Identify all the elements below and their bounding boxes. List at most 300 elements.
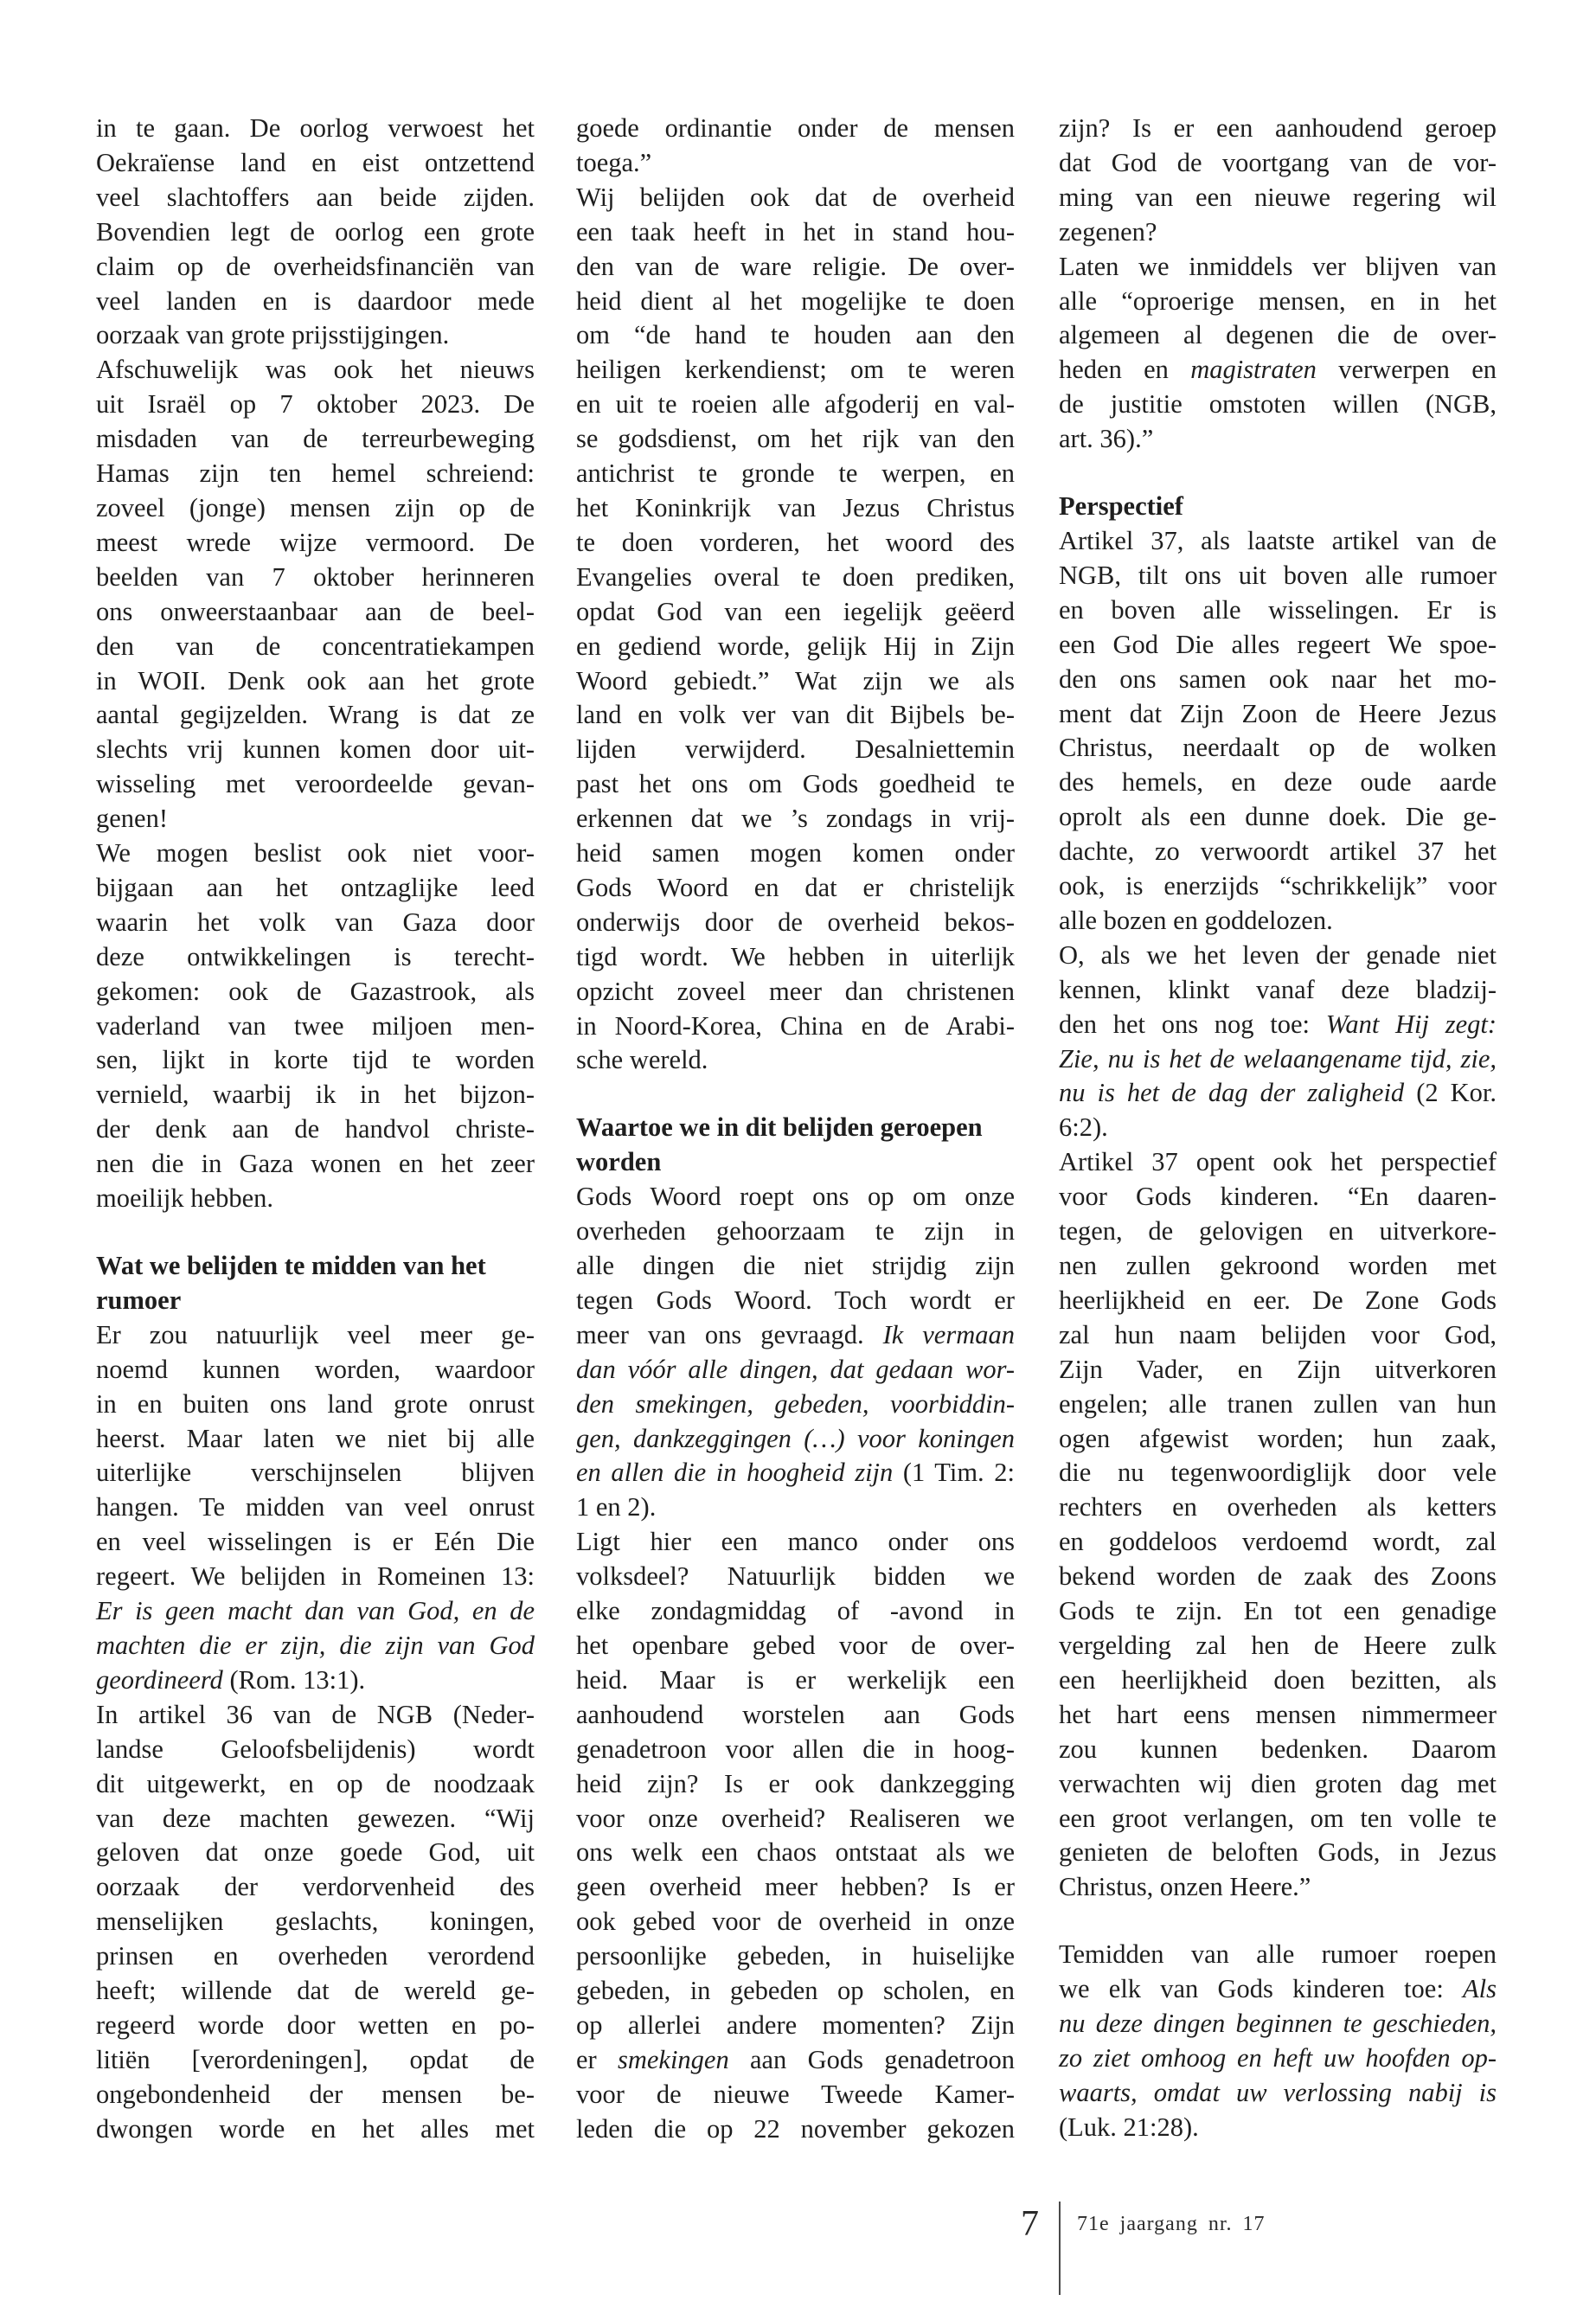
text-run: er: [576, 2044, 618, 2074]
text-run: beelden van 7 oktober herinneren: [96, 561, 535, 592]
paragraph: [1059, 939, 1497, 1145]
text-run: antichrist te gronde te werpen, en: [576, 458, 1015, 489]
text-run: art. 36).”: [1059, 424, 1154, 454]
text-column-1: [96, 112, 535, 2147]
text-line: [96, 1388, 535, 1422]
text-line: [576, 112, 1015, 146]
text-run: noemd kunnen worden, waardoor: [96, 1354, 535, 1384]
italic-text: nu is het de dag der zaligheid: [1059, 1078, 1405, 1108]
text-run: Ligt hier een manco onder ons: [576, 1527, 1015, 1557]
text-run: opdat God van een iegelijk geëerd: [576, 596, 1015, 626]
text-run: oorzaak der verdorvenheid des: [96, 1872, 535, 1902]
text-line: [1059, 388, 1497, 422]
text-run: Gods te zijn. En tot een genadige: [1059, 1596, 1497, 1626]
text-run: toega.”: [576, 147, 652, 177]
text-line: [1059, 835, 1497, 869]
text-line: [576, 318, 1015, 353]
text-run: voor Gods kinderen. “En daaren-: [1059, 1182, 1497, 1212]
italic-text: nu deze dingen beginnen te geschieden,: [1059, 2009, 1497, 2039]
text-line: [96, 1663, 535, 1698]
text-line: [1059, 1076, 1497, 1111]
italic-text: geordineerd: [96, 1664, 223, 1695]
text-run: ook gebed voor de overheid in onze: [576, 1907, 1015, 1937]
text-run: Evangelies overal te doen prediken,: [576, 561, 1015, 592]
italic-text: zo ziet omhoog en heft uw hoofden op-: [1059, 2042, 1497, 2073]
text-line: [1059, 353, 1497, 388]
text-line: [1059, 285, 1497, 319]
text-run: die nu tegenwoordiglijk door vele: [1059, 1458, 1497, 1488]
text-run: aanhoudend worstelen aan Gods: [576, 1699, 1015, 1729]
text-line: [96, 215, 535, 250]
text-run: alle dingen die niet strijdig zijn: [576, 1251, 1015, 1280]
text-line: [96, 664, 535, 699]
text-run: Christus, neerdaalt op de wolken: [1059, 733, 1497, 763]
text-line: [96, 1353, 535, 1388]
text-run: zoveel (jonge) mensen zijn op de: [96, 492, 535, 522]
text-line: [576, 1836, 1015, 1870]
text-run: deze ontwikkelingen is terecht-: [96, 941, 535, 971]
text-run: uit Israël op 7 oktober 2023. De: [96, 389, 535, 420]
text-run: Perspectief: [1059, 491, 1183, 522]
paragraph: [576, 1525, 1015, 2146]
text-run: genen!: [96, 804, 168, 834]
text-line: [576, 767, 1015, 802]
text-line: [96, 1318, 535, 1353]
paragraph: [576, 112, 1015, 181]
text-run: bekend worden de zaak des Zoons: [1059, 1561, 1497, 1592]
text-run: dit uitgewerkt, en op de noodzaak: [96, 1768, 535, 1798]
text-line: [96, 1870, 535, 1905]
text-run: ongebondenheid der mensen be-: [96, 2079, 535, 2109]
text-run: het hart eens mensen nimmermeer: [1059, 1699, 1497, 1729]
text-run: vernield, waarbij ik in het bijzon-: [96, 1080, 535, 1110]
text-line: [96, 2043, 535, 2078]
text-run: vergelding zal hen de Heere zulk: [1059, 1630, 1497, 1660]
text-run: vaderland van twee miljoen men-: [96, 1010, 535, 1041]
text-run: Er zou natuurlijk veel meer ge-: [96, 1319, 535, 1349]
text-run: Laten we inmiddels ver blijven van: [1059, 251, 1497, 281]
text-line: [96, 1422, 535, 1457]
text-line: [576, 1629, 1015, 1663]
text-section: [576, 1111, 1015, 2146]
text-line: [1059, 1663, 1497, 1698]
text-run: verwerpen en: [1316, 355, 1497, 385]
text-line: [96, 1147, 535, 1182]
paragraph: [96, 1698, 535, 2147]
text-line: [576, 975, 1015, 1009]
text-line: [576, 1353, 1015, 1388]
paragraph: [96, 112, 535, 353]
paragraph: [1059, 1938, 1497, 2144]
text-line: [96, 698, 535, 733]
text-run: heid zijn? Is er ook dankzegging: [576, 1768, 1015, 1798]
text-line: [1059, 800, 1497, 835]
text-line: [96, 457, 535, 491]
text-run: des hemels, en deze oude aarde: [1059, 767, 1497, 798]
text-run: prinsen en overheden verordend: [96, 1941, 535, 1971]
italic-text: Als: [1463, 1974, 1497, 2004]
text-run: alle bozen en goddelozen.: [1059, 905, 1333, 935]
text-line: [96, 733, 535, 767]
text-line: [1059, 1525, 1497, 1560]
text-run: ment dat Zijn Zoon de Heere Jezus: [1059, 698, 1497, 728]
text-line: [1059, 146, 1497, 181]
text-line: [1059, 1042, 1497, 1077]
text-line: [576, 1111, 1015, 1145]
text-run: onderwijs door de overheid bekos-: [576, 907, 1015, 937]
text-run: rumoer: [96, 1285, 182, 1315]
text-line: [1059, 1145, 1497, 1180]
italic-text: dan vóór alle dingen, dat gedaan wor-: [576, 1354, 1015, 1384]
italic-text: waarts, omdat uw verlossing nabij is: [1059, 2077, 1497, 2107]
text-run: land en volk ver van dit Bijbels be-: [576, 700, 1015, 730]
text-line: [1059, 524, 1497, 559]
text-section: [1059, 112, 1497, 457]
text-line: [576, 1318, 1015, 1353]
text-run: worden: [576, 1147, 662, 1177]
text-line: [1059, 215, 1497, 250]
text-run: oorzaak van grote prijsstijgingen.: [96, 320, 450, 350]
text-run: heerlijkheid en eer. De Zone Gods: [1059, 1285, 1497, 1315]
text-line: [576, 630, 1015, 664]
text-line: [1059, 1560, 1497, 1594]
text-line: [96, 1733, 535, 1767]
paragraph: [96, 353, 535, 836]
text-line: [576, 285, 1015, 319]
text-run: opzicht zoveel meer dan christenen: [576, 976, 1015, 1006]
text-run: 1 en 2).: [576, 1492, 657, 1522]
paragraph: [1059, 250, 1497, 457]
text-line: [576, 1456, 1015, 1490]
text-run: te doen vorderen, het woord des: [576, 527, 1015, 557]
text-run: in en buiten ons land grote onrust: [96, 1388, 535, 1419]
text-line: [576, 1043, 1015, 1078]
text-line: [96, 1560, 535, 1594]
text-line: [576, 871, 1015, 906]
text-run: den van de ware religie. De over-: [576, 251, 1015, 281]
text-run: we elk van Gods kinderen toe:: [1059, 1974, 1464, 2004]
text-line: [576, 561, 1015, 595]
text-run: ogen afgewist worden; hun zaak,: [1059, 1423, 1497, 1453]
text-column-2: [576, 112, 1015, 2147]
text-run: heden en: [1059, 355, 1191, 385]
paragraph: [1059, 112, 1497, 250]
text-run: We mogen beslist ook niet voor-: [96, 838, 535, 868]
text-line: [576, 1939, 1015, 1974]
text-line: [96, 526, 535, 561]
text-line: [576, 422, 1015, 457]
text-run: lijden verwijderd. Desalniettemin: [576, 734, 1015, 765]
text-run: bijgaan aan het ontzaglijke leed: [96, 872, 535, 902]
paragraph: [1059, 524, 1497, 939]
text-line: [96, 250, 535, 285]
text-run: voor onze overheid? Realiseren we: [576, 1803, 1015, 1833]
text-run: sen, lijkt in korte tijd te worden: [96, 1045, 535, 1075]
text-run: en goddeloos verdoemd wordt, zal: [1059, 1527, 1497, 1557]
text-run: kennen, klinkt vanaf deze bladzij-: [1059, 974, 1497, 1004]
text-line: [96, 767, 535, 802]
text-line: [96, 318, 535, 353]
text-run: voor de nieuwe Tweede Kamer-: [576, 2079, 1015, 2109]
text-run: een God Die alles regeert We spoe-: [1059, 629, 1497, 659]
text-run: en boven alle wisselingen. Er is: [1059, 594, 1497, 625]
text-line: [576, 457, 1015, 491]
text-run: Woord gebiedt.” Wat zijn we als: [576, 665, 1015, 695]
text-run: ming van een nieuwe regering wil: [1059, 182, 1497, 212]
text-line: [576, 836, 1015, 871]
text-run: slechts vrij kunnen komen door uit-: [96, 734, 535, 765]
text-line: [1059, 973, 1497, 1008]
text-line: [1059, 1802, 1497, 1836]
text-run: Bovendien legt de oorlog een grote: [96, 216, 535, 247]
text-line: [576, 1905, 1015, 1939]
text-line: [1059, 1594, 1497, 1629]
text-line: [96, 2112, 535, 2147]
text-line: [1059, 1249, 1497, 1284]
text-run: waarin het volk van Gaza door: [96, 907, 535, 937]
text-line: [96, 112, 535, 146]
text-run: (1 Tim. 2:: [893, 1458, 1015, 1488]
text-line: [1059, 112, 1497, 146]
text-run: erkennen dat we ’s zondags in vrij-: [576, 804, 1015, 834]
text-run: in Noord-Korea, China en de Arabi-: [576, 1010, 1015, 1041]
text-section: [1059, 1938, 1497, 2144]
text-line: [1059, 1629, 1497, 1663]
text-line: [1059, 1111, 1497, 1145]
text-run: nen die in Gaza wonen en het zeer: [96, 1149, 535, 1179]
text-run: elke zondagmiddag of -avond in: [576, 1596, 1015, 1626]
text-line: [1059, 318, 1497, 353]
paragraph: [576, 181, 1015, 1079]
text-line: [96, 422, 535, 457]
text-line: [96, 630, 535, 664]
italic-text: gen, dankzeggingen (…) voor koningen: [576, 1423, 1015, 1453]
text-run: veel slachtoffers aan beide zijden.: [96, 182, 535, 212]
section-heading: [1059, 490, 1497, 524]
italic-text: Er is geen macht dan van God, en de: [96, 1596, 535, 1626]
text-run: zegenen?: [1059, 216, 1157, 247]
text-line: [1059, 250, 1497, 285]
text-run: claim op de overheidsfinanciën van: [96, 251, 535, 281]
text-run: In artikel 36 van de NGB (Neder-: [96, 1699, 535, 1729]
text-line: [576, 1594, 1015, 1629]
text-run: menselijken geslachts, koningen,: [96, 1907, 535, 1937]
text-line: [1059, 1870, 1497, 1905]
text-line: [576, 1698, 1015, 1733]
text-section: [576, 112, 1015, 1078]
text-run: 6:2).: [1059, 1112, 1108, 1143]
text-line: [96, 1594, 535, 1629]
text-run: litiën [verordeningen], opdat de: [96, 2044, 535, 2074]
text-run: heid samen mogen komen onder: [576, 838, 1015, 868]
text-line: [96, 836, 535, 871]
text-line: [1059, 1284, 1497, 1318]
text-run: en uit te roeien alle afgoderij en val-: [576, 389, 1015, 420]
text-run: aan Gods genadetroon: [728, 2044, 1015, 2074]
paragraph: [1059, 1145, 1497, 1905]
text-line: [1059, 731, 1497, 766]
text-line: [96, 1043, 535, 1078]
text-run: ook, is enerzijds “schrikkelijk” voor: [1059, 871, 1497, 901]
section-heading: [576, 1111, 1015, 1180]
text-run: geen overheid meer hebben? Is er: [576, 1872, 1015, 1902]
text-run: se godsdienst, om het rijk van den: [576, 424, 1015, 454]
text-line: [96, 353, 535, 388]
text-run: heiligen kerkendienst; om te weren: [576, 355, 1015, 385]
text-run: zijn? Is er een aanhoudend geroep: [1059, 113, 1497, 143]
italic-text: magistraten: [1190, 355, 1317, 385]
text-line: [96, 285, 535, 319]
text-line: [96, 1905, 535, 1939]
text-run: meest wrede wijze vermoord. De: [96, 527, 535, 557]
text-line: [576, 664, 1015, 699]
text-run: gekomen: ook de Gazastrook, als: [96, 976, 535, 1006]
text-run: wisseling met veroordeelde gevan-: [96, 769, 535, 799]
text-line: [1059, 1733, 1497, 1767]
text-line: [576, 802, 1015, 836]
text-run: Oekraïense land en eist ontzettend: [96, 147, 535, 177]
text-line: [576, 1422, 1015, 1457]
text-line: [96, 1974, 535, 2009]
text-line: [96, 1456, 535, 1490]
text-line: [576, 1733, 1015, 1767]
italic-text: smekingen: [617, 2044, 729, 2074]
text-line: [1059, 697, 1497, 732]
text-line: [1059, 628, 1497, 663]
text-line: [576, 906, 1015, 940]
text-run: en veel wisselingen is er Eén Die: [96, 1527, 535, 1557]
text-line: [1059, 1836, 1497, 1870]
text-run: zal hun naam belijden voor God,: [1059, 1319, 1497, 1349]
text-line: [1059, 939, 1497, 973]
text-line: [1059, 2041, 1497, 2076]
text-run: sche wereld.: [576, 1045, 708, 1075]
text-run: een taak heeft in het in stand hou-: [576, 216, 1015, 247]
text-run: misdaden van de terreurbeweging: [96, 424, 535, 454]
text-line: [1059, 1388, 1497, 1422]
text-line: [576, 1215, 1015, 1249]
text-run: in te gaan. De oorlog verwoest het: [96, 113, 535, 143]
text-run: op allerlei andere momenten? Zijn: [576, 2009, 1015, 2040]
text-run: hangen. Te midden van veel onrust: [96, 1492, 535, 1522]
text-line: [96, 1284, 535, 1318]
italic-text: en allen die in hoogheid zijn: [576, 1458, 894, 1488]
text-run: engelen; alle tranen zullen van hun: [1059, 1388, 1497, 1419]
text-line: [1059, 559, 1497, 593]
text-line: [96, 1836, 535, 1870]
text-run: regeert. We belijden in Romeinen 13:: [96, 1561, 535, 1592]
text-line: [96, 1182, 535, 1216]
text-run: den van de concentratiekampen: [96, 631, 535, 661]
text-line: [576, 940, 1015, 975]
text-run: leden die op 22 november gekozen: [576, 2113, 1015, 2144]
text-run: Wat we belijden te midden van het: [96, 1251, 486, 1280]
text-line: [1059, 593, 1497, 628]
text-line: [96, 491, 535, 526]
text-run: en gediend worde, gelijk Hij in Zijn: [576, 631, 1015, 661]
text-run: Artikel 37, als laatste artikel van de: [1059, 525, 1497, 555]
text-line: [96, 1490, 535, 1525]
text-line: [1059, 1318, 1497, 1353]
text-line: [1059, 663, 1497, 697]
text-line: [576, 1490, 1015, 1525]
text-run: moeilijk hebben.: [96, 1183, 273, 1214]
text-line: [1059, 2007, 1497, 2041]
text-line: [576, 1145, 1015, 1180]
text-line: [1059, 1938, 1497, 1972]
text-line: [576, 1560, 1015, 1594]
text-line: [1059, 1490, 1497, 1525]
text-run: Christus, onzen Heere.”: [1059, 1872, 1311, 1902]
text-run: nen zullen gekroond worden met: [1059, 1251, 1497, 1280]
text-line: [96, 1939, 535, 1974]
text-run: aantal gegijzelden. Wrang is dat ze: [96, 700, 535, 730]
text-line: [96, 1078, 535, 1112]
text-line: [576, 181, 1015, 215]
text-section: [96, 112, 535, 1216]
italic-text: Zie, nu is het de welaangename tijd, zie,: [1059, 1043, 1497, 1074]
text-line: [96, 1629, 535, 1663]
text-line: [576, 2078, 1015, 2112]
text-line: [96, 975, 535, 1009]
text-run: geloven dat onze goede God, uit: [96, 1837, 535, 1868]
italic-text: Ik vermaan: [882, 1319, 1015, 1349]
text-line: [96, 146, 535, 181]
text-line: [1059, 766, 1497, 800]
text-run: heid. Maar is er werkelijk een: [576, 1664, 1015, 1695]
text-line: [1059, 1180, 1497, 1215]
text-run: den ons samen ook naar het mo-: [1059, 663, 1497, 694]
text-run: het openbare gebed voor de over-: [576, 1630, 1015, 1660]
text-line: [576, 1525, 1015, 1560]
text-run: NGB, tilt ons uit boven alle rumoer: [1059, 560, 1497, 590]
text-run: genieten de beloften Gods, in Jezus: [1059, 1837, 1497, 1868]
text-run: Wij belijden ook dat de overheid: [576, 182, 1015, 212]
text-line: [96, 871, 535, 906]
text-run: verwachten wij dien groten dag met: [1059, 1768, 1497, 1798]
text-section: [96, 1249, 535, 2147]
text-run: dachte, zo verwoordt artikel 37 het: [1059, 836, 1497, 867]
text-line: [576, 1802, 1015, 1836]
text-run: uiterlijke verschijnselen blijven: [96, 1458, 535, 1488]
paragraph: [96, 836, 535, 1216]
page-number: 7: [1021, 2204, 1039, 2244]
text-line: [576, 1663, 1015, 1698]
text-run: der denk aan de handvol christe-: [96, 1114, 535, 1144]
text-run: genadetroon voor allen die in hoog-: [576, 1734, 1015, 1764]
text-run: Afschuwelijk was ook het nieuws: [96, 355, 535, 385]
text-run: past het ons om Gods goedheid te: [576, 769, 1015, 799]
text-run: landse Geloofsbelijdenis) wordt: [96, 1734, 535, 1764]
text-line: [1059, 1008, 1497, 1042]
text-run: tegen, de gelovigen en uitverkore-: [1059, 1216, 1497, 1247]
text-column-3: [1059, 112, 1497, 2145]
text-line: [1059, 181, 1497, 215]
text-section: [1059, 490, 1497, 1905]
text-line: [96, 1802, 535, 1836]
text-line: [1059, 1972, 1497, 2007]
text-line: [576, 491, 1015, 526]
text-line: [1059, 869, 1497, 904]
text-run: meer van ons gevraagd.: [576, 1319, 883, 1349]
text-line: [1059, 422, 1497, 457]
text-run: persoonlijke gebeden, in huiselijke: [576, 1941, 1015, 1971]
section-heading: [96, 1249, 535, 1318]
text-line: [576, 1009, 1015, 1044]
text-run: Gods Woord en dat er christelijk: [576, 872, 1015, 902]
text-run: volksdeel? Natuurlijk bidden we: [576, 1561, 1015, 1592]
text-line: [576, 1284, 1015, 1318]
